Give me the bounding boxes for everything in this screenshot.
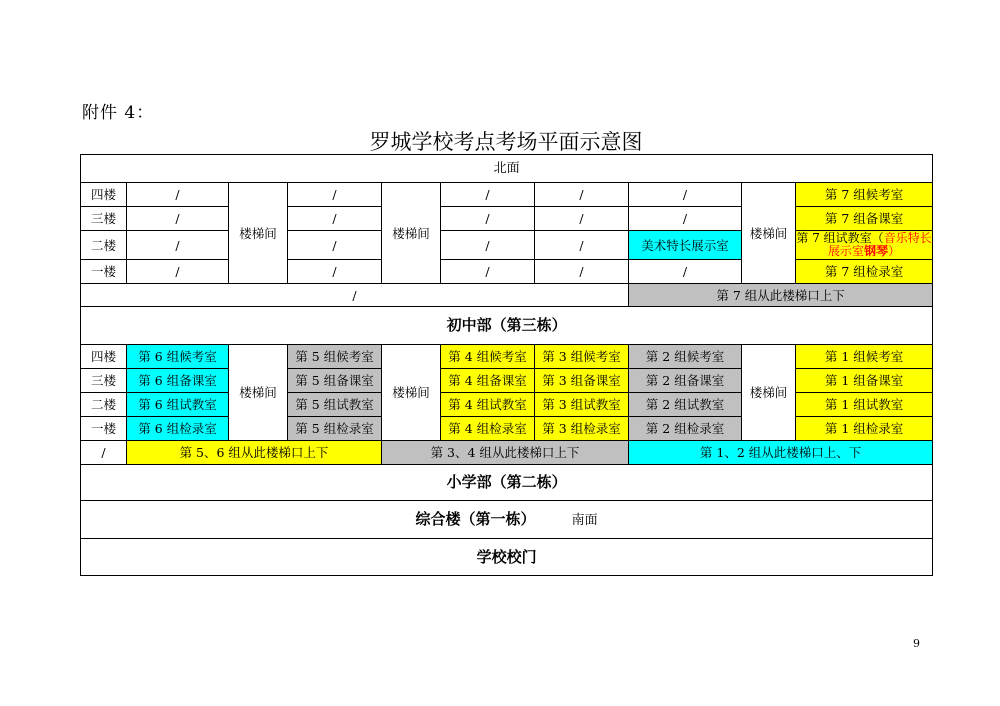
- page-title: 罗城学校考点考场平面示意图: [369, 130, 643, 154]
- floor-label: 一楼: [81, 260, 127, 284]
- room-g7-trial-label: 第 7 组试教室（: [796, 231, 884, 245]
- room-g7-waiting: 第 7 组候考室: [796, 183, 933, 207]
- empty-room: /: [441, 207, 535, 231]
- stairwell: 楼梯间: [742, 345, 796, 441]
- building-primary-title: 小学部（第二栋）: [81, 465, 933, 501]
- empty-room: /: [629, 207, 742, 231]
- empty-room: /: [441, 260, 535, 284]
- stairwell: 楼梯间: [382, 345, 441, 441]
- floor-plan-table: [80, 154, 933, 576]
- floor-label: 三楼: [81, 207, 127, 231]
- floor-label: 二楼: [81, 231, 127, 260]
- stair-note-g7: 第 7 组从此楼梯口上下: [629, 284, 933, 307]
- stairwell: 楼梯间: [382, 183, 441, 284]
- building-junior-title: 初中部（第三栋）: [81, 307, 933, 345]
- room-g1-trial: 第 1 组试教室: [796, 393, 933, 417]
- room-g6-checkin: 第 6 组检录室: [127, 417, 229, 441]
- empty-room: /: [127, 183, 229, 207]
- stair-note-g12: 第 1、2 组从此楼梯口上、下: [629, 441, 933, 465]
- empty-room: /: [127, 260, 229, 284]
- stairwell: 楼梯间: [229, 183, 288, 284]
- room-art-display: 美术特长展示室: [629, 231, 742, 260]
- room-g6-waiting: 第 6 组候考室: [127, 345, 229, 369]
- empty-room: /: [441, 231, 535, 260]
- empty-room: /: [535, 183, 629, 207]
- empty-room: /: [441, 183, 535, 207]
- building-complex-title: 综合楼（第一栋）: [415, 509, 536, 528]
- room-g5-prep: 第 5 组备课室: [288, 369, 382, 393]
- room-g2-waiting: 第 2 组候考室: [629, 345, 742, 369]
- empty-corridor: /: [81, 284, 629, 307]
- empty-room: /: [127, 207, 229, 231]
- room-g6-prep: 第 6 组备课室: [127, 369, 229, 393]
- close-paren: ）: [888, 244, 901, 258]
- room-g2-prep: 第 2 组备课室: [629, 369, 742, 393]
- building-complex-row: [81, 501, 933, 539]
- empty-room: /: [288, 231, 382, 260]
- stairwell: 楼梯间: [742, 183, 796, 284]
- empty-corridor: /: [81, 441, 127, 465]
- room-g7-trial: [796, 231, 933, 260]
- room-g2-checkin: 第 2 组检录室: [629, 417, 742, 441]
- room-g5-checkin: 第 5 组检录室: [288, 417, 382, 441]
- floor-label: 四楼: [81, 345, 127, 369]
- stairwell: 楼梯间: [229, 345, 288, 441]
- room-g6-trial: 第 6 组试教室: [127, 393, 229, 417]
- room-g3-trial: 第 3 组试教室: [535, 393, 629, 417]
- empty-room: /: [535, 231, 629, 260]
- room-g2-trial: 第 2 组试教室: [629, 393, 742, 417]
- room-g1-waiting: 第 1 组候考室: [796, 345, 933, 369]
- room-g4-prep: 第 4 组备课室: [441, 369, 535, 393]
- empty-room: /: [288, 207, 382, 231]
- room-g7-prep: 第 7 组备课室: [796, 207, 933, 231]
- empty-room: /: [535, 260, 629, 284]
- empty-room: /: [629, 183, 742, 207]
- stair-note-g34: 第 3、4 组从此楼梯口上下: [382, 441, 629, 465]
- room-g4-trial: 第 4 组试教室: [441, 393, 535, 417]
- page-number: 9: [913, 637, 920, 650]
- north-label: 北面: [81, 155, 933, 183]
- empty-room: /: [127, 231, 229, 260]
- empty-room: /: [288, 183, 382, 207]
- room-g3-checkin: 第 3 组检录室: [535, 417, 629, 441]
- room-g4-checkin: 第 4 组检录室: [441, 417, 535, 441]
- south-label: 南面: [571, 512, 598, 528]
- floor-label: 二楼: [81, 393, 127, 417]
- room-g5-waiting: 第 5 组候考室: [288, 345, 382, 369]
- room-g1-prep: 第 1 组备课室: [796, 369, 933, 393]
- empty-room: /: [535, 207, 629, 231]
- empty-room: /: [629, 260, 742, 284]
- room-g7-checkin: 第 7 组检录室: [796, 260, 933, 284]
- school-gate: 学校校门: [81, 539, 933, 576]
- floor-label: 四楼: [81, 183, 127, 207]
- room-g3-prep: 第 3 组备课室: [535, 369, 629, 393]
- room-g3-waiting: 第 3 组候考室: [535, 345, 629, 369]
- room-g5-trial: 第 5 组试教室: [288, 393, 382, 417]
- floor-label: 三楼: [81, 369, 127, 393]
- room-g1-checkin: 第 1 组检录室: [796, 417, 933, 441]
- attachment-label: 附件 4：: [82, 103, 155, 123]
- room-g4-waiting: 第 4 组候考室: [441, 345, 535, 369]
- empty-room: /: [288, 260, 382, 284]
- piano-label: 钢琴: [864, 244, 889, 258]
- floor-label: 一楼: [81, 417, 127, 441]
- stair-note-g56: 第 5、6 组从此楼梯口上下: [127, 441, 382, 465]
- music-display-label: 音乐特长展示室: [828, 231, 932, 258]
